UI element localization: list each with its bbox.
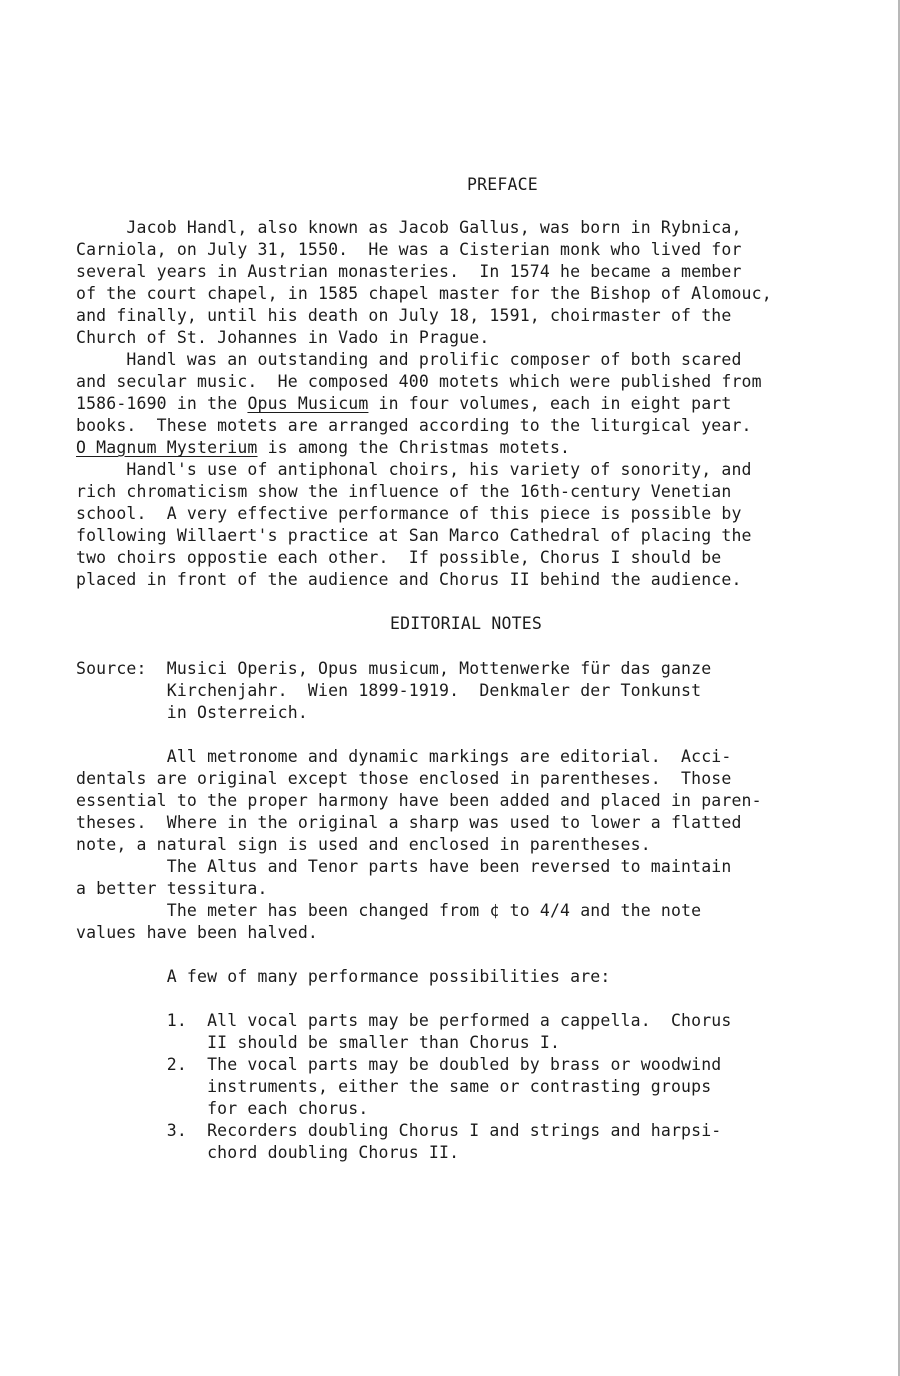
notes-line-8: The meter has been changed from ¢ to 4/4 and the note — [76, 901, 702, 920]
preface-p3-line-4: following Willaert's practice at San Marco Cathedral of placing the — [76, 526, 752, 545]
source-line-1: Source: Musici Operis, Opus musicum, Mottenwerke für das ganze — [76, 659, 712, 678]
opus-musicum-title: Opus Musicum — [247, 394, 369, 413]
source-line-3: in Osterreich. — [76, 703, 308, 722]
preface-p3-line-1: Handl's use of antiphonal choirs, his variety of sonority, and — [76, 460, 752, 479]
possibility-line-3: 2. The vocal parts may be doubled by brass or woodwind — [76, 1055, 722, 1074]
preface-p3-line-5: two choirs oppostie each other. If possible, Chorus I should be — [76, 548, 722, 567]
magnum-mysterium-title: O Magnum Mysterium — [76, 438, 258, 457]
preface-p1-line-4: of the court chapel, in 1585 chapel master for the Bishop of Alomouc, — [76, 284, 772, 303]
possibility-line-7: chord doubling Chorus II. — [76, 1143, 460, 1162]
possibility-line-2: II should be smaller than Chorus I. — [76, 1033, 561, 1052]
preface-p3-line-6: placed in front of the audience and Chorus II behind the audience. — [76, 570, 742, 589]
preface-p3-line-2: rich chromaticism show the influence of the 16th-century Venetian — [76, 482, 732, 501]
source-line-2: Kirchenjahr. Wien 1899-1919. Denkmaler der Tonkunst — [76, 681, 702, 700]
notes-line-6: The Altus and Tenor parts have been reversed to maintain — [76, 857, 732, 876]
notes-line-4: theses. Where in the original a sharp was used to lower a flatted — [76, 813, 742, 832]
preface-title: PREFACE — [467, 175, 538, 194]
preface-p2-line-4: books. These motets are arranged according to the liturgical year. — [76, 416, 752, 435]
notes-line-9: values have been halved. — [76, 923, 319, 942]
possibility-line-5: for each chorus. — [76, 1099, 369, 1118]
preface-p3-line-3: school. A very effective performance of this piece is possible by — [76, 504, 742, 523]
notes-line-3: essential to the proper harmony have been added and placed in paren- — [76, 791, 762, 810]
preface-p2-line-2: and secular music. He composed 400 motets which were published from — [76, 372, 762, 391]
line-text: in four volumes, each in eight part — [368, 394, 732, 413]
preface-p2-line-5 — [76, 437, 570, 459]
preface-p2-line-1: Handl was an outstanding and prolific composer of both scared — [76, 350, 742, 369]
preface-p1-line-5: and finally, until his death on July 18, 1591, choirmaster of the — [76, 306, 732, 325]
editorial-notes-title: EDITORIAL NOTES — [390, 614, 543, 633]
line-text: is among the Christmas motets. — [257, 438, 571, 457]
preface-p1-line-3: several years in Austrian monasteries. In 1574 he became a member — [76, 262, 742, 281]
notes-line-5: note, a natural sign is used and enclosed in parentheses. — [76, 835, 651, 854]
line-text: 1586-1690 in the — [76, 394, 248, 413]
preface-p1-line-2: Carniola, on July 31, 1550. He was a Cisterian monk who lived for — [76, 240, 742, 259]
possibility-line-1: 1. All vocal parts may be performed a cappella. Chorus — [76, 1011, 732, 1030]
preface-p2-line-3 — [76, 393, 731, 415]
possibilities-intro: A few of many performance possibilities are: — [76, 967, 611, 986]
preface-p1-line-1: Jacob Handl, also known as Jacob Gallus, was born in Rybnica, — [76, 218, 742, 237]
notes-line-7: a better tessitura. — [76, 879, 268, 898]
notes-line-2: dentals are original except those enclosed in parentheses. Those — [76, 769, 732, 788]
preface-p1-line-6: Church of St. Johannes in Vado in Prague. — [76, 328, 490, 347]
notes-line-1: All metronome and dynamic markings are editorial. Acci- — [76, 747, 732, 766]
possibility-line-6: 3. Recorders doubling Chorus I and strings and harpsi- — [76, 1121, 722, 1140]
possibility-line-4: instruments, either the same or contrasting groups — [76, 1077, 712, 1096]
